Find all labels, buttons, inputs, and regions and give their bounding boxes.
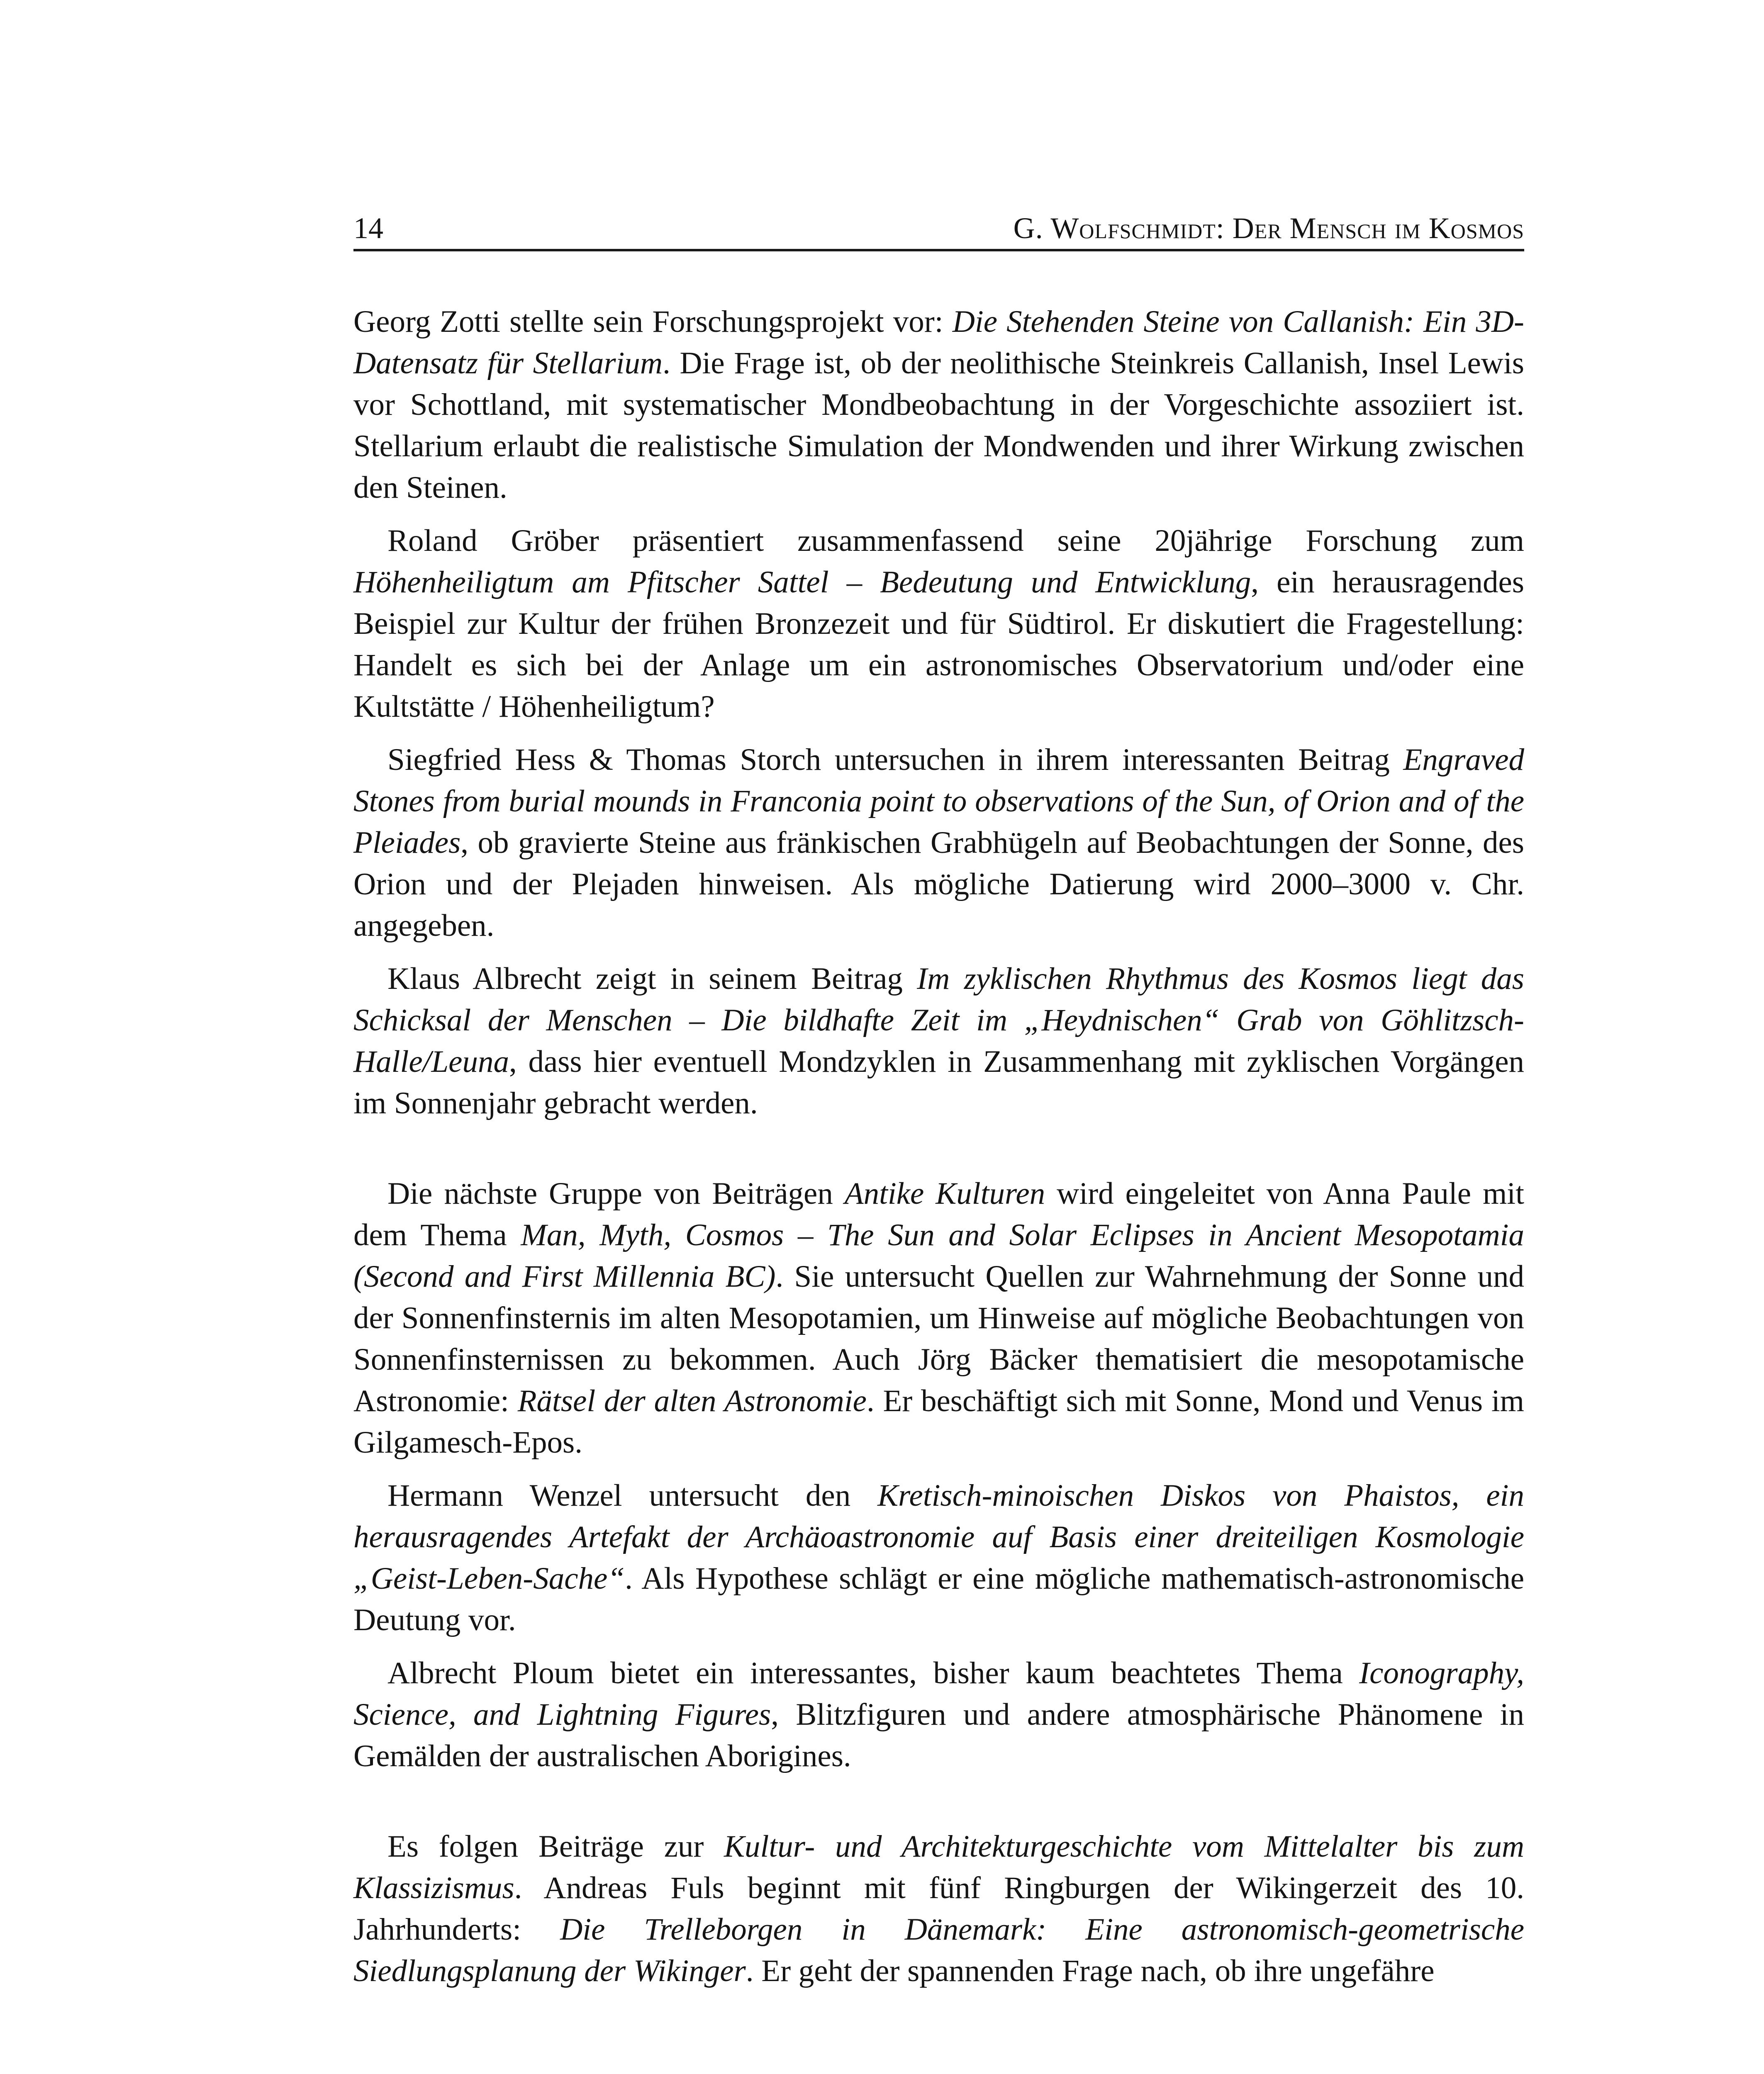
text-run: Georg Zotti stellte sein Forschungsprojekt vor: (353, 304, 953, 339)
body-text (353, 301, 1524, 1992)
text-run: wird eingeleitet von Anna Paule mit dem Thema (353, 1176, 1524, 1252)
title-italic: Man, Myth, Cosmos – The Sun and Solar Eclipses in Ancient Mesopotamia (Second and First Millennia BC) (353, 1218, 1525, 1294)
paragraph-ploum (353, 1653, 1524, 1777)
title-italic: Die Stehenden Steine von Callanish: Ein 3D-Datensatz für Stellarium (353, 304, 1524, 380)
text-run: . Andreas Fuls beginnt mit fünf Ringburgen der Wikingerzeit des 10. Jahrhunderts: (353, 1871, 1524, 1947)
text-run: . Sie untersucht Quellen zur Wahrnehmung der Sonne und der Sonnenfinsternis im alten Mesopotamien, um Hinweise auf mögliche Beobachtungen von Sonnenfinsternissen zu bekommen. Auch Jörg Bäcker thematisiert die mesopotamische Astronomie: (353, 1259, 1525, 1418)
text-run: Die nächste Gruppe von Beiträgen (387, 1176, 845, 1211)
title-italic: Antike Kulturen (844, 1176, 1045, 1211)
text-run: Siegfried Hess & Thomas Storch untersuchen in ihrem interessanten Beitrag (387, 742, 1403, 777)
text-run: Roland Gröber präsentiert zusammenfassend seine 20jährige Forschung zum (387, 523, 1524, 558)
paragraph-paule-baecker (353, 1173, 1524, 1463)
page-number: 14 (353, 212, 383, 245)
text-run: Hermann Wenzel untersucht den (387, 1478, 878, 1513)
paragraph-hess-storch (353, 739, 1524, 947)
running-head-title: G. Wolfschmidt: Der Mensch im Kosmos (1013, 212, 1524, 245)
title-italic: Die Trelleborgen in Dänemark: Eine astronomisch-geometrische Siedlungsplanung der Wikinger (353, 1912, 1525, 1988)
title-italic: Kretisch-minoischen Diskos von Phaistos, ein herausragendes Artefakt der Archäoastronomie auf Basis einer dreiteiligen Kosmologie „Geist-Leben-Sache“ (353, 1478, 1524, 1596)
text-run: Klaus Albrecht zeigt in seinem Beitrag (387, 962, 917, 996)
paragraph-albrecht (353, 958, 1524, 1124)
title-italic: Höhenheiligtum am Pfitscher Sattel – Bedeutung und Entwicklung (353, 565, 1251, 599)
text-run: Albrecht Ploum bietet ein interessantes, bisher kaum beachtetes Thema (387, 1656, 1360, 1690)
title-italic: Iconography, Science, and Lightning Figures (353, 1656, 1524, 1732)
text-run: , dass hier eventuell Mondzyklen in Zusammenhang mit zyklischen Vorgängen im Sonnenjahr gebracht werden. (353, 1044, 1524, 1120)
text-run: Es folgen Beiträge zur (387, 1829, 724, 1864)
paragraph-zotti (353, 301, 1524, 509)
title-italic: Im zyklischen Rhythmus des Kosmos liegt das Schicksal der Menschen – Die bildhafte Zeit im „Heydnischen“ Grab von Göhlitzsch-Halle/Leuna (353, 962, 1524, 1079)
paragraph-groeber (353, 520, 1524, 728)
text-run: . Er geht der spannenden Frage nach, ob ihre ungefähre (746, 1954, 1435, 1988)
title-italic: Kultur- und Architekturgeschichte vom Mittelalter bis zum Klassizismus (353, 1829, 1524, 1905)
title-italic: Engraved Stones from burial mounds in Franconia point to observations of the Sun, of Orion and of the Pleiades (353, 742, 1524, 860)
paragraph-wenzel (353, 1475, 1524, 1641)
paragraph-fuls (353, 1826, 1524, 1992)
text-run: , ein herausragendes Beispiel zur Kultur der frühen Bronzezeit und für Südtirol. Er diskutiert die Fragestellung: Handelt es sich bei der Anlage um ein astronomisches Observatorium und/oder eine Kultstätte / Höhenheiligtum? (353, 565, 1524, 724)
title-italic: Rätsel der alten Astronomie (517, 1384, 867, 1418)
text-run: . Als Hypothese schlägt er eine mögliche mathematisch-astronomische Deutung vor. (353, 1561, 1524, 1637)
page (353, 207, 1524, 1992)
running-header (353, 207, 1524, 251)
text-run: , Blitzfiguren und andere atmosphärische Phänomene in Gemälden der australischen Aborigines. (353, 1697, 1525, 1773)
text-run: , ob gravierte Steine aus fränkischen Grabhügeln auf Beobachtungen der Sonne, des Orion und der Plejaden hinweisen. Als mögliche Datierung wird 2000–3000 v. Chr. angegeben. (353, 825, 1524, 943)
text-run: . Die Frage ist, ob der neolithische Steinkreis Callanish, Insel Lewis vor Schottland, mit systematischer Mondbeobachtung in der Vorgeschichte assoziiert ist. Stellarium erlaubt die realistische Simulation der Mondwenden und ihrer Wirkung zwischen den Steinen. (353, 346, 1524, 505)
text-run: . Er beschäftigt sich mit Sonne, Mond und Venus im Gilgamesch-Epos. (353, 1384, 1524, 1460)
